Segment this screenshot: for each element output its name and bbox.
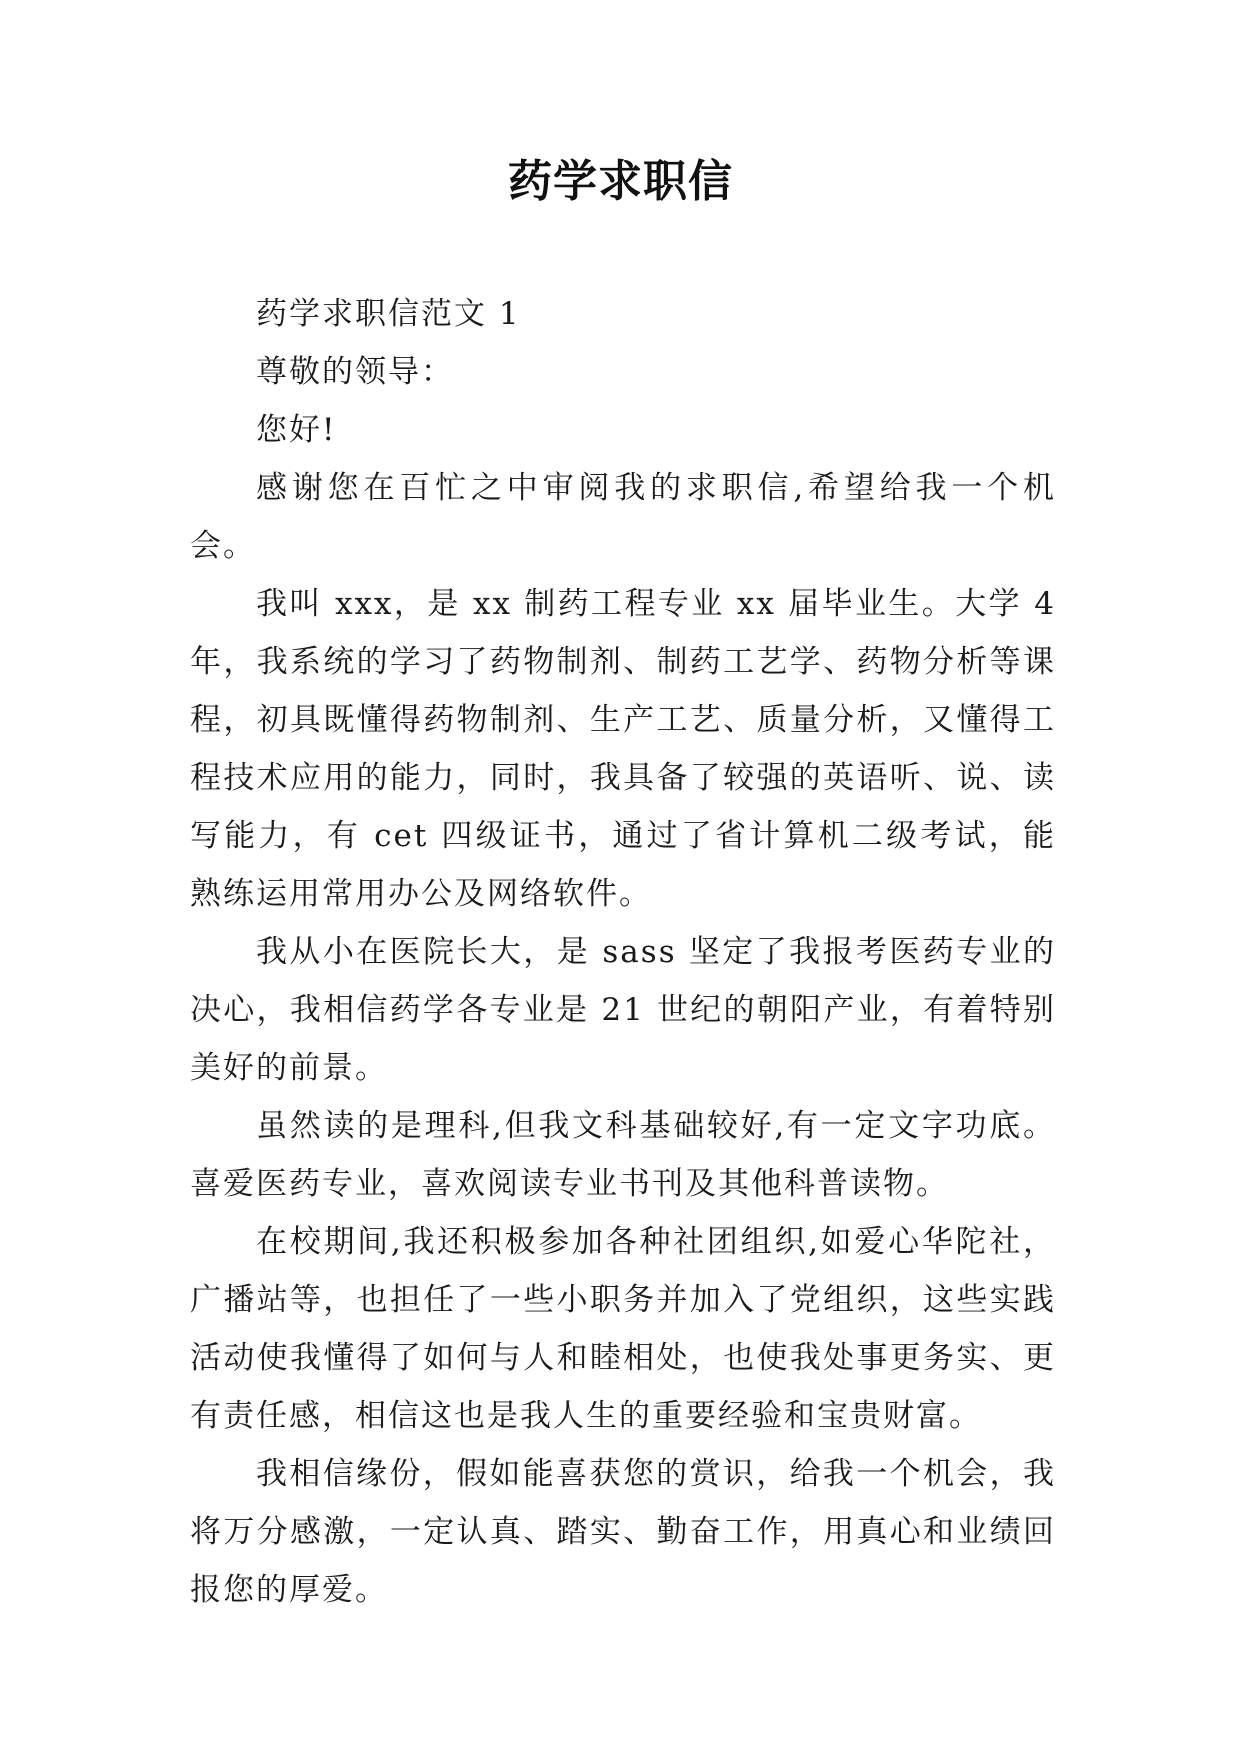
paragraph: 虽然读的是理科,但我文科基础较好,有一定文字功底。喜爱医药专业，喜欢阅读专业书刊及其他科普读物。 — [190, 1108, 1056, 1202]
document-body — [190, 285, 1056, 1619]
paragraph: 我叫 xxx，是 xx 制药工程专业 xx 届毕业生。大学 4 年，我系统的学习了药物制剂、制药工艺学、药物分析等课程，初具既懂得药物制剂、生产工艺、质量分析，又懂得工程技术应用的能力，同时，我具备了较强的英语听、说、读写能力，有 cet 四级证书，通过了省计算机二级考试，能熟练运用常用办公及网络软件。 — [190, 586, 1056, 912]
paragraph: 在校期间,我还积极参加各种社团组织,如爱心华陀社，广播站等，也担任了一些小职务并加入了党组织，这些实践活动使我懂得了如何与人和睦相处，也使我处事更务实、更有责任感，相信这也是我人生的重要经验和宝贵财富。 — [190, 1224, 1056, 1434]
paragraph-greeting: 您好! — [256, 412, 337, 448]
paragraph-heading: 药学求职信范文 1 — [256, 296, 521, 332]
paragraph: 我从小在医院长大，是 sass 坚定了我报考医药专业的决心，我相信药学各专业是 21 世纪的朝阳产业，有着特别美好的前景。 — [190, 934, 1056, 1086]
paragraph-salutation: 尊敬的领导： — [256, 354, 454, 390]
paragraph: 我相信缘份，假如能喜获您的赏识，给我一个机会，我将万分感激，一定认真、踏实、勤奋工作，用真心和业绩回报您的厚爱。 — [190, 1456, 1056, 1608]
paragraph: 感谢您在百忙之中审阅我的求职信,希望给我一个机会。 — [190, 470, 1056, 564]
document-title: 药学求职信 — [508, 156, 733, 207]
